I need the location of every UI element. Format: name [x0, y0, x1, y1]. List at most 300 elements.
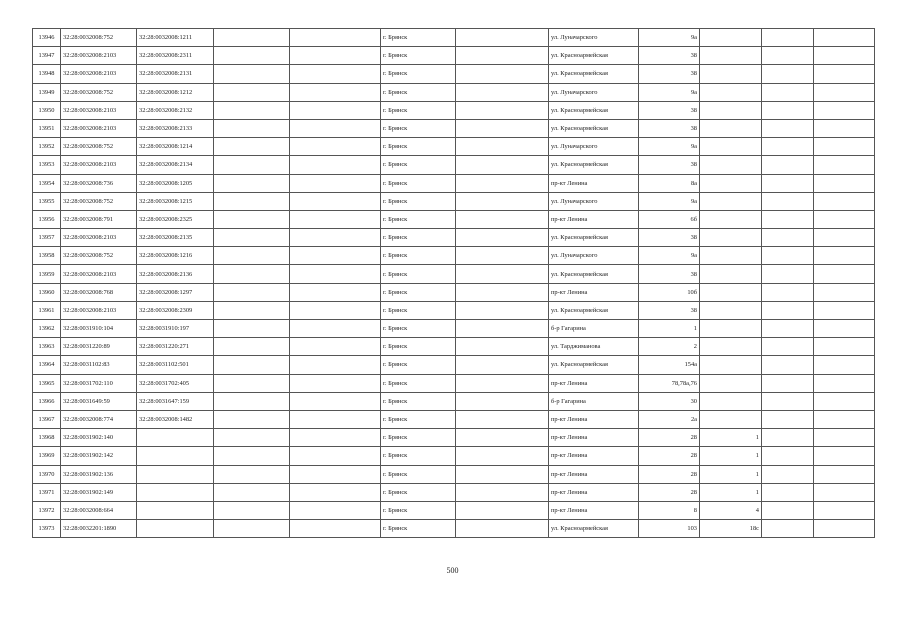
cell-extra-2	[762, 320, 814, 338]
cell-empty-col-7	[456, 374, 549, 392]
cell-house-number: 9а	[639, 192, 700, 210]
cell-house-number: 38	[639, 265, 700, 283]
cell-empty-col-4	[214, 174, 290, 192]
cell-house-number: 2	[639, 338, 700, 356]
cell-street: ул. Красноармейская	[549, 229, 639, 247]
cell-extra-2	[762, 483, 814, 501]
cell-extra-2	[762, 247, 814, 265]
cell-house-number: 9а	[639, 83, 700, 101]
cell-extra-1	[700, 138, 762, 156]
cell-extra-1	[700, 247, 762, 265]
table-row	[33, 301, 875, 319]
cell-cadastral-number-parcel: 32:28:0031902:142	[61, 447, 137, 465]
cell-cadastral-number-object: 32:28:0032008:2309	[137, 301, 214, 319]
cell-empty-col-5	[290, 320, 381, 338]
table-row	[33, 520, 875, 538]
cell-cadastral-number-object: 32:28:0032008:2311	[137, 47, 214, 65]
cell-row-number: 13965	[33, 374, 61, 392]
cell-cadastral-number-object: 32:28:0032008:1211	[137, 29, 214, 47]
cell-street: пр-кт Ленина	[549, 447, 639, 465]
cell-extra-1: 18с	[700, 520, 762, 538]
cell-empty-col-5	[290, 465, 381, 483]
cell-cadastral-number-object: 32:28:0031647:159	[137, 392, 214, 410]
cell-street: ул. Красноармейская	[549, 156, 639, 174]
cell-cadastral-number-object	[137, 429, 214, 447]
cell-extra-2	[762, 356, 814, 374]
table-row	[33, 174, 875, 192]
table-row	[33, 374, 875, 392]
cell-cadastral-number-object: 32:28:0031910:197	[137, 320, 214, 338]
cell-row-number: 13952	[33, 138, 61, 156]
cell-extra-3	[814, 392, 875, 410]
cell-extra-1	[700, 392, 762, 410]
cell-cadastral-number-object: 32:28:0032008:2135	[137, 229, 214, 247]
cell-city: г. Брянск	[381, 283, 456, 301]
cell-empty-col-5	[290, 229, 381, 247]
cell-extra-3	[814, 447, 875, 465]
cell-extra-1	[700, 192, 762, 210]
cell-street: ул. Красноармейская	[549, 101, 639, 119]
cell-extra-1	[700, 47, 762, 65]
cell-cadastral-number-object	[137, 483, 214, 501]
cell-empty-col-7	[456, 265, 549, 283]
cell-empty-col-7	[456, 410, 549, 428]
cell-row-number: 13951	[33, 119, 61, 137]
cell-cadastral-number-parcel: 32:28:0032008:2103	[61, 47, 137, 65]
cell-empty-col-4	[214, 410, 290, 428]
cell-extra-2	[762, 447, 814, 465]
cell-row-number: 13957	[33, 229, 61, 247]
cell-extra-2	[762, 301, 814, 319]
cell-city: г. Брянск	[381, 301, 456, 319]
cell-extra-1: 1	[700, 483, 762, 501]
table-row	[33, 410, 875, 428]
cell-cadastral-number-parcel: 32:28:0032008:2103	[61, 229, 137, 247]
cell-empty-col-4	[214, 29, 290, 47]
cell-empty-col-4	[214, 247, 290, 265]
table-row	[33, 83, 875, 101]
cell-cadastral-number-object: 32:28:0032008:2136	[137, 265, 214, 283]
cell-empty-col-5	[290, 101, 381, 119]
cell-cadastral-number-object: 32:28:0032008:1205	[137, 174, 214, 192]
cell-cadastral-number-object: 32:28:0032008:1214	[137, 138, 214, 156]
cell-row-number: 13969	[33, 447, 61, 465]
cell-extra-3	[814, 192, 875, 210]
cell-street: пр-кт Ленина	[549, 210, 639, 228]
cell-empty-col-5	[290, 447, 381, 465]
cell-extra-2	[762, 138, 814, 156]
cell-city: г. Брянск	[381, 392, 456, 410]
cell-row-number: 13970	[33, 465, 61, 483]
cell-extra-1: 1	[700, 465, 762, 483]
cell-street: пр-кт Ленина	[549, 283, 639, 301]
cell-city: г. Брянск	[381, 83, 456, 101]
cell-cadastral-number-object: 32:28:0031220:271	[137, 338, 214, 356]
cell-empty-col-7	[456, 429, 549, 447]
cell-cadastral-number-object	[137, 501, 214, 519]
cell-empty-col-4	[214, 429, 290, 447]
cell-empty-col-7	[456, 356, 549, 374]
cell-extra-3	[814, 501, 875, 519]
cell-extra-2	[762, 29, 814, 47]
cell-empty-col-7	[456, 501, 549, 519]
cell-extra-1	[700, 229, 762, 247]
cell-city: г. Брянск	[381, 101, 456, 119]
cell-empty-col-4	[214, 265, 290, 283]
cell-extra-1	[700, 410, 762, 428]
table-row	[33, 210, 875, 228]
cell-house-number: 78,78а,76	[639, 374, 700, 392]
cell-empty-col-5	[290, 392, 381, 410]
cell-empty-col-4	[214, 520, 290, 538]
cell-extra-3	[814, 156, 875, 174]
cell-extra-3	[814, 301, 875, 319]
table-row	[33, 156, 875, 174]
cell-extra-1: 4	[700, 501, 762, 519]
cell-extra-2	[762, 210, 814, 228]
cell-street: пр-кт Ленина	[549, 410, 639, 428]
cell-cadastral-number-object: 32:28:0032008:2325	[137, 210, 214, 228]
cell-empty-col-7	[456, 447, 549, 465]
cell-empty-col-4	[214, 283, 290, 301]
cell-empty-col-7	[456, 65, 549, 83]
table-row	[33, 138, 875, 156]
cell-cadastral-number-parcel: 32:28:0032008:752	[61, 29, 137, 47]
cell-city: г. Брянск	[381, 410, 456, 428]
cell-extra-2	[762, 392, 814, 410]
cell-city: г. Брянск	[381, 465, 456, 483]
table-row	[33, 483, 875, 501]
cell-city: г. Брянск	[381, 229, 456, 247]
cell-cadastral-number-parcel: 32:28:0032008:752	[61, 138, 137, 156]
cell-empty-col-4	[214, 320, 290, 338]
cell-row-number: 13963	[33, 338, 61, 356]
cell-street: б-р Гагарина	[549, 320, 639, 338]
cell-empty-col-5	[290, 210, 381, 228]
cell-extra-2	[762, 65, 814, 83]
cell-cadastral-number-parcel: 32:28:0031902:140	[61, 429, 137, 447]
cell-street: пр-кт Ленина	[549, 501, 639, 519]
cell-cadastral-number-parcel: 32:28:0032008:2103	[61, 119, 137, 137]
cell-house-number: 28	[639, 465, 700, 483]
cell-extra-3	[814, 520, 875, 538]
cell-city: г. Брянск	[381, 156, 456, 174]
cell-extra-1	[700, 210, 762, 228]
cell-empty-col-7	[456, 301, 549, 319]
cell-empty-col-4	[214, 392, 290, 410]
cell-extra-1	[700, 156, 762, 174]
cell-city: г. Брянск	[381, 47, 456, 65]
cell-empty-col-5	[290, 283, 381, 301]
cell-empty-col-4	[214, 374, 290, 392]
cell-cadastral-number-parcel: 32:28:0031102:83	[61, 356, 137, 374]
table-row	[33, 119, 875, 137]
cell-cadastral-number-object	[137, 447, 214, 465]
table-row	[33, 247, 875, 265]
cell-empty-col-4	[214, 229, 290, 247]
cell-cadastral-number-object: 32:28:0032008:1216	[137, 247, 214, 265]
cell-house-number: 38	[639, 65, 700, 83]
cell-extra-1	[700, 320, 762, 338]
cell-cadastral-number-parcel: 32:28:0031910:104	[61, 320, 137, 338]
cell-empty-col-4	[214, 338, 290, 356]
cell-house-number: 9а	[639, 29, 700, 47]
table-row	[33, 356, 875, 374]
cell-empty-col-5	[290, 356, 381, 374]
cell-house-number: 38	[639, 47, 700, 65]
register-table-wrapper	[32, 28, 874, 538]
table-row	[33, 429, 875, 447]
cell-extra-1	[700, 356, 762, 374]
cell-city: г. Брянск	[381, 119, 456, 137]
cell-extra-2	[762, 520, 814, 538]
cell-row-number: 13947	[33, 47, 61, 65]
cell-house-number: 10б	[639, 283, 700, 301]
cell-extra-3	[814, 247, 875, 265]
cell-extra-2	[762, 338, 814, 356]
cell-cadastral-number-object: 32:28:0032008:2134	[137, 156, 214, 174]
cell-empty-col-5	[290, 156, 381, 174]
cell-extra-2	[762, 229, 814, 247]
cell-extra-2	[762, 410, 814, 428]
cell-extra-3	[814, 29, 875, 47]
cell-city: г. Брянск	[381, 192, 456, 210]
cell-cadastral-number-parcel: 32:28:0031220:89	[61, 338, 137, 356]
table-row	[33, 229, 875, 247]
table-row	[33, 101, 875, 119]
cell-row-number: 13946	[33, 29, 61, 47]
cell-empty-col-5	[290, 520, 381, 538]
cell-row-number: 13955	[33, 192, 61, 210]
cell-extra-2	[762, 501, 814, 519]
cell-city: г. Брянск	[381, 247, 456, 265]
cell-house-number: 2а	[639, 410, 700, 428]
cell-extra-2	[762, 101, 814, 119]
table-row	[33, 283, 875, 301]
cell-city: г. Брянск	[381, 174, 456, 192]
cell-street: ул. Красноармейская	[549, 65, 639, 83]
cell-empty-col-7	[456, 392, 549, 410]
cell-cadastral-number-parcel: 32:28:0032008:664	[61, 501, 137, 519]
table-row	[33, 29, 875, 47]
cell-cadastral-number-parcel: 32:28:0032008:2103	[61, 156, 137, 174]
cell-row-number: 13950	[33, 101, 61, 119]
cell-empty-col-4	[214, 156, 290, 174]
cell-city: г. Брянск	[381, 265, 456, 283]
cell-extra-3	[814, 265, 875, 283]
cell-extra-1	[700, 119, 762, 137]
cell-extra-3	[814, 410, 875, 428]
table-row	[33, 447, 875, 465]
cell-street: ул. Красноармейская	[549, 119, 639, 137]
cell-row-number: 13958	[33, 247, 61, 265]
cell-cadastral-number-parcel: 32:28:0032008:768	[61, 283, 137, 301]
cell-extra-3	[814, 83, 875, 101]
cell-cadastral-number-object: 32:28:0032008:1215	[137, 192, 214, 210]
cell-row-number: 13964	[33, 356, 61, 374]
cell-extra-2	[762, 283, 814, 301]
cell-street: ул. Луначарского	[549, 138, 639, 156]
cell-empty-col-5	[290, 83, 381, 101]
cell-empty-col-5	[290, 338, 381, 356]
cell-empty-col-7	[456, 320, 549, 338]
cell-house-number: 38	[639, 119, 700, 137]
cell-empty-col-5	[290, 301, 381, 319]
cell-extra-3	[814, 483, 875, 501]
cell-city: г. Брянск	[381, 483, 456, 501]
cell-extra-1	[700, 83, 762, 101]
cell-extra-3	[814, 465, 875, 483]
table-row	[33, 392, 875, 410]
cell-empty-col-4	[214, 192, 290, 210]
cell-empty-col-5	[290, 410, 381, 428]
cell-house-number: 8	[639, 501, 700, 519]
cell-empty-col-4	[214, 65, 290, 83]
cell-row-number: 13960	[33, 283, 61, 301]
cell-row-number: 13971	[33, 483, 61, 501]
cell-extra-2	[762, 83, 814, 101]
cell-extra-2	[762, 429, 814, 447]
cell-city: г. Брянск	[381, 374, 456, 392]
cell-row-number: 13968	[33, 429, 61, 447]
cell-extra-1	[700, 283, 762, 301]
cell-extra-1	[700, 301, 762, 319]
cell-extra-3	[814, 320, 875, 338]
cell-house-number: 8а	[639, 174, 700, 192]
cell-empty-col-7	[456, 101, 549, 119]
cell-empty-col-5	[290, 501, 381, 519]
cell-row-number: 13954	[33, 174, 61, 192]
cell-cadastral-number-object	[137, 465, 214, 483]
cell-street: пр-кт Ленина	[549, 465, 639, 483]
cell-extra-3	[814, 283, 875, 301]
cell-empty-col-7	[456, 483, 549, 501]
cell-empty-col-5	[290, 247, 381, 265]
cell-cadastral-number-parcel: 32:28:0032008:2103	[61, 65, 137, 83]
cell-empty-col-4	[214, 356, 290, 374]
cell-city: г. Брянск	[381, 65, 456, 83]
cell-street: б-р Гагарина	[549, 392, 639, 410]
cell-empty-col-4	[214, 447, 290, 465]
cell-street: ул. Луначарского	[549, 83, 639, 101]
cell-row-number: 13966	[33, 392, 61, 410]
cell-extra-3	[814, 429, 875, 447]
cell-cadastral-number-object: 32:28:0032008:1297	[137, 283, 214, 301]
cell-house-number: 38	[639, 101, 700, 119]
cell-empty-col-4	[214, 465, 290, 483]
cell-empty-col-5	[290, 138, 381, 156]
cell-city: г. Брянск	[381, 356, 456, 374]
cell-empty-col-4	[214, 83, 290, 101]
cell-extra-2	[762, 156, 814, 174]
cell-extra-3	[814, 138, 875, 156]
cell-empty-col-7	[456, 520, 549, 538]
cell-cadastral-number-parcel: 32:28:0031902:149	[61, 483, 137, 501]
cell-empty-col-4	[214, 101, 290, 119]
cell-row-number: 13956	[33, 210, 61, 228]
cell-cadastral-number-object: 32:28:0032008:2131	[137, 65, 214, 83]
cell-extra-3	[814, 65, 875, 83]
cell-extra-3	[814, 119, 875, 137]
cell-city: г. Брянск	[381, 210, 456, 228]
cell-extra-2	[762, 265, 814, 283]
cell-house-number: 28	[639, 429, 700, 447]
cell-house-number: 154а	[639, 356, 700, 374]
cell-extra-2	[762, 465, 814, 483]
table-row	[33, 501, 875, 519]
cell-city: г. Брянск	[381, 520, 456, 538]
cell-extra-1	[700, 65, 762, 83]
cell-empty-col-7	[456, 174, 549, 192]
cell-cadastral-number-parcel: 32:28:0032008:752	[61, 192, 137, 210]
cell-street: ул. Тарджиманова	[549, 338, 639, 356]
cell-city: г. Брянск	[381, 447, 456, 465]
cell-cadastral-number-object: 32:28:0031702:405	[137, 374, 214, 392]
cell-street: пр-кт Ленина	[549, 374, 639, 392]
page-number: 500	[446, 566, 459, 575]
cell-extra-2	[762, 374, 814, 392]
cell-house-number: 6б	[639, 210, 700, 228]
cell-extra-1	[700, 374, 762, 392]
table-row	[33, 47, 875, 65]
cell-street: ул. Луначарского	[549, 29, 639, 47]
cell-house-number: 1	[639, 320, 700, 338]
cell-extra-1	[700, 101, 762, 119]
cell-empty-col-4	[214, 119, 290, 137]
cell-cadastral-number-parcel: 32:28:0031649:59	[61, 392, 137, 410]
cell-house-number: 38	[639, 301, 700, 319]
cell-row-number: 13973	[33, 520, 61, 538]
cell-cadastral-number-parcel: 32:28:0032008:2103	[61, 301, 137, 319]
cell-extra-2	[762, 174, 814, 192]
cell-street: пр-кт Ленина	[549, 483, 639, 501]
cell-empty-col-7	[456, 229, 549, 247]
cell-empty-col-4	[214, 483, 290, 501]
cell-row-number: 13948	[33, 65, 61, 83]
cell-cadastral-number-object: 32:28:0032008:2132	[137, 101, 214, 119]
cell-cadastral-number-parcel: 32:28:0032201:1890	[61, 520, 137, 538]
cell-house-number: 9а	[639, 247, 700, 265]
cell-street: ул. Красноармейская	[549, 301, 639, 319]
cell-house-number: 38	[639, 156, 700, 174]
cell-empty-col-4	[214, 501, 290, 519]
cell-city: г. Брянск	[381, 29, 456, 47]
cell-cadastral-number-parcel: 32:28:0032008:2103	[61, 101, 137, 119]
cell-cadastral-number-parcel: 32:28:0031902:136	[61, 465, 137, 483]
cell-empty-col-5	[290, 374, 381, 392]
cell-cadastral-number-parcel: 32:28:0032008:774	[61, 410, 137, 428]
cell-cadastral-number-object: 32:28:0032008:2133	[137, 119, 214, 137]
cell-extra-1	[700, 265, 762, 283]
cell-house-number: 38	[639, 229, 700, 247]
cell-street: ул. Красноармейская	[549, 356, 639, 374]
cell-empty-col-5	[290, 192, 381, 210]
table-row	[33, 320, 875, 338]
cell-empty-col-7	[456, 465, 549, 483]
cell-street: ул. Луначарского	[549, 192, 639, 210]
cell-empty-col-7	[456, 119, 549, 137]
cell-street: пр-кт Ленина	[549, 174, 639, 192]
cell-empty-col-5	[290, 29, 381, 47]
cell-extra-3	[814, 101, 875, 119]
cell-extra-2	[762, 119, 814, 137]
cell-house-number: 30	[639, 392, 700, 410]
cell-empty-col-7	[456, 83, 549, 101]
cell-empty-col-7	[456, 156, 549, 174]
cell-cadastral-number-parcel: 32:28:0032008:736	[61, 174, 137, 192]
cell-extra-1	[700, 29, 762, 47]
cell-row-number: 13967	[33, 410, 61, 428]
